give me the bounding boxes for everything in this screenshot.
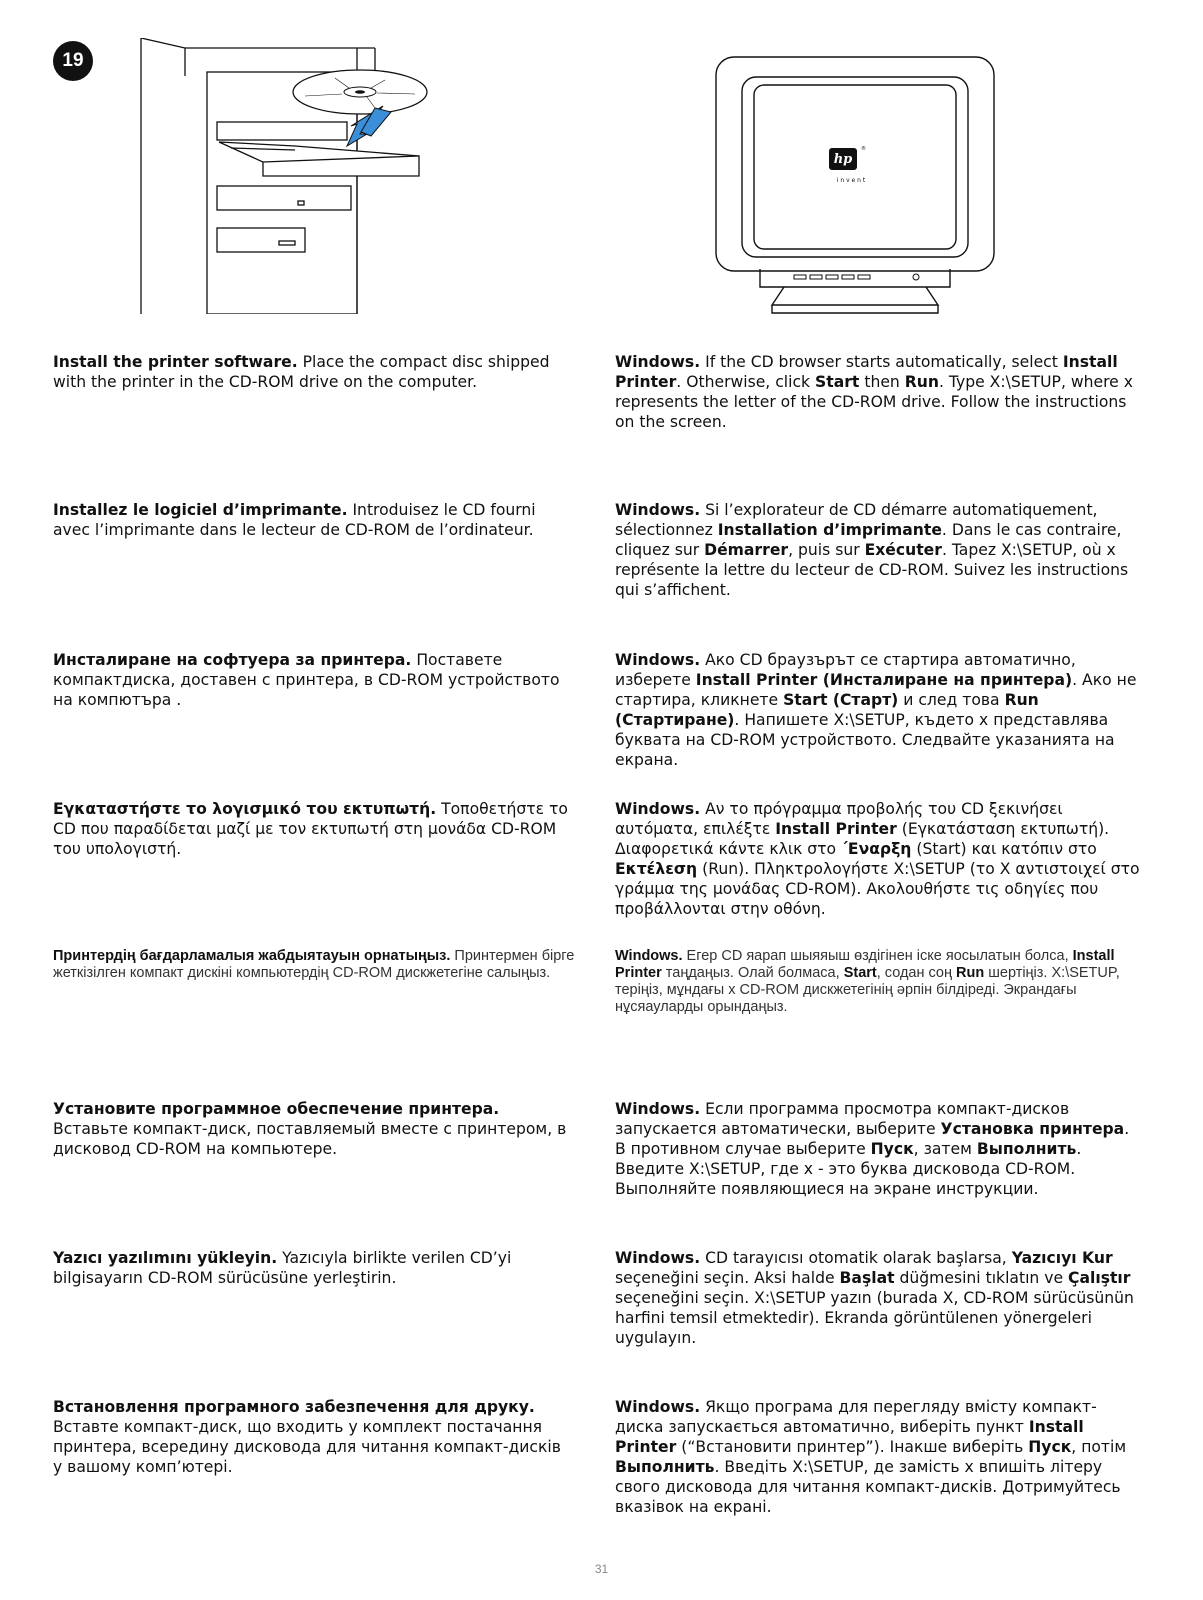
install-step-title: Установите программное обеспечение принтера. [53, 1100, 500, 1118]
install-step-tr [53, 1248, 575, 1288]
emphasis-term: Başlat [839, 1269, 895, 1287]
install-step-body: Принтермен бірге жеткізілген компакт дискіні компьютердің CD-ROM дискжетегіне салыңыз. [53, 948, 575, 981]
instruction-text: seçeneğini seçin. Aksi halde [615, 1269, 840, 1287]
instruction-text: таңдаңыз. Олай болмаса, [661, 965, 844, 981]
emphasis-term: Install Printer [615, 948, 1115, 981]
emphasis-term: Windows. [615, 1398, 701, 1416]
install-step-title: Εγκαταστήστε το λογισμικό του εκτυπωτή. [53, 800, 437, 818]
instruction-text: Егер CD яарап шыяяыш өздігінен іске яосылатын болса, [682, 948, 1073, 964]
svg-text:hp: hp [833, 152, 853, 167]
emphasis-term: Run [956, 965, 985, 981]
step-number-badge: 19 [53, 41, 93, 81]
instruction-text: If the CD browser starts automatically, select [700, 353, 1063, 371]
windows-instructions-kk [615, 948, 1140, 1016]
cd-insert-illustration [135, 38, 435, 314]
emphasis-term: Пуск [870, 1140, 914, 1158]
install-step-body: Поставете компактдиска, доставен с принтера, в CD-ROM устройството на компютъра . [53, 651, 560, 709]
instruction-text: Si l’explorateur de CD démarre automatiquement, sélectionnez [615, 501, 1098, 539]
instruction-text: seçeneğini seçin. X:\SETUP yazın (burada X, CD-ROM sürücüsünün harfini temsil etmektedir). Ekranda görüntülenen yönergeleri uygulayın. [615, 1289, 1134, 1347]
emphasis-term: Install Printer [615, 1418, 1084, 1456]
install-step-kk [53, 948, 575, 982]
monitor-illustration [714, 55, 996, 319]
instruction-text: . Dans le cas contraire, cliquez sur [615, 521, 1122, 559]
instruction-text: düğmesini tıklatın ve [894, 1269, 1069, 1287]
install-step-bg [53, 650, 575, 710]
windows-instructions-fr [615, 500, 1140, 600]
instruction-text: . Otherwise, click [676, 373, 816, 391]
windows-instructions-tr [615, 1248, 1140, 1348]
instruction-text: и след това [898, 691, 1005, 709]
emphasis-term: Yazıcıyı Kur [1011, 1249, 1113, 1267]
emphasis-term: Start [843, 965, 877, 981]
emphasis-term: Çalıştır [1068, 1269, 1131, 1287]
instruction-text: . Tapez X:\SETUP, où x représente la lettre du lecteur de CD-ROM. Suivez les instructions qui s’affichent. [615, 541, 1129, 599]
install-step-body: Вставте компакт-диск, що входить у комплект постачання принтера, всередину дисковода для читання компакт-дисків у вашому комп’ютері. [53, 1418, 561, 1476]
instruction-text: Αν το πρόγραμμα προβολής του CD ξεκινήσει αυτόματα, επιλέξτε [615, 800, 1063, 838]
emphasis-term: Εκτέλεση [615, 860, 698, 878]
emphasis-term: Windows. [615, 353, 701, 371]
instruction-text: Ако CD браузърът се стартира автоматично, изберете [615, 651, 1076, 689]
instruction-text: . Ако не стартира, кликнете [615, 671, 1137, 709]
emphasis-term: Выполнить [976, 1140, 1077, 1158]
windows-instructions-ru [615, 1099, 1140, 1199]
instruction-text: , затем [913, 1140, 977, 1158]
install-step-body: Τοποθετήστε το CD που παραδίδεται μαζί με τον εκτυπωτή στη μονάδα CD-ROM του υπολογιστή. [53, 800, 568, 858]
instruction-text: (“Встановити принтер”). Інакше виберіть [676, 1438, 1029, 1456]
install-step-title: Инсталиране на софтуера за принтера. [53, 651, 412, 669]
windows-instructions-bg [615, 650, 1140, 770]
emphasis-term: Windows. [615, 651, 701, 669]
install-step-ru [53, 1099, 575, 1159]
emphasis-term: Windows. [615, 948, 683, 964]
emphasis-term: Démarrer [704, 541, 789, 559]
instruction-text: . Напишете X:\SETUP, където x представлява буквата на CD-ROM устройството. Следвайте указанията на екрана. [615, 711, 1115, 769]
emphasis-term: Windows. [615, 1100, 701, 1118]
page-number: 31 [594, 1562, 609, 1576]
instruction-text: . Введите X:\SETUP, где x - это буква дисковода CD-ROM. Выполняйте появляющиеся на экране инструкции. [615, 1140, 1082, 1198]
install-step-title: Installez le logiciel d’imprimante. [53, 501, 348, 519]
instruction-text: , содан соң [876, 965, 957, 981]
emphasis-term: Install Printer (Инсталиране на принтера) [695, 671, 1073, 689]
emphasis-term: Пуск [1028, 1438, 1072, 1456]
emphasis-term: Install Printer [615, 353, 1118, 391]
install-step-title: Встановлення програмного забезпечення для друку. [53, 1398, 535, 1416]
instruction-text: (Εγκατάσταση εκτυπωτή). Διαφορετικά κάντε κλικ στο [615, 820, 1110, 858]
svg-text:®: ® [861, 146, 866, 152]
emphasis-term: Run [904, 373, 939, 391]
emphasis-term: ΄Εναρξη [841, 840, 912, 858]
svg-text:i n v e n t: i n v e n t [836, 177, 866, 184]
emphasis-term: Установка принтера [940, 1120, 1125, 1138]
windows-instructions-en [615, 352, 1140, 432]
emphasis-term: Install Printer [775, 820, 897, 838]
emphasis-term: Windows. [615, 800, 701, 818]
instruction-text: (Start) και κατόπιν στο [911, 840, 1097, 858]
install-step-body: Place the compact disc shipped with the printer in the CD-ROM drive on the computer. [53, 353, 550, 391]
instruction-text: , puis sur [788, 541, 865, 559]
emphasis-term: Выполнить [615, 1458, 715, 1476]
instruction-text: then [859, 373, 905, 391]
install-step-fr [53, 500, 575, 540]
emphasis-term: Windows. [615, 501, 701, 519]
emphasis-term: Start (Старт) [783, 691, 899, 709]
emphasis-term: Run (Стартиране) [615, 691, 1039, 729]
install-step-title: Yazıcı yazılımını yükleyin. [53, 1249, 278, 1267]
install-step-title: Install the printer software. [53, 353, 298, 371]
instruction-text: . В противном случае выберите [615, 1120, 1130, 1158]
instruction-text: шертіңіз. X:\SETUP, теріңіз, мұндағы x CD-ROM дискжетегінің әрпін білдіреді. Экрандағы нұсяауларды орындаңыз. [615, 965, 1120, 1015]
install-step-uk [53, 1397, 575, 1477]
instruction-text: (Run). Πληκτρολογήστε X:\SETUP (το X αντιστοιχεί στο γράμμα της μονάδας CD-ROM). Ακολουθήστε τις οδηγίες που προβάλλονται στην οθόνη. [615, 860, 1140, 918]
install-step-body: Introduisez le CD fourni avec l’imprimante dans le lecteur de CD-ROM de l’ordinateur. [53, 501, 536, 539]
emphasis-term: Start [815, 373, 860, 391]
windows-instructions-el [615, 799, 1140, 919]
install-step-body: Вставьте компакт-диск, поставляемый вместе с принтером, в дисковод CD-ROM на компьютере. [53, 1120, 567, 1158]
install-step-title: Принтердің бағдарламалыя жабдыятауын орнатыңыз. [53, 948, 451, 964]
instruction-text: . Введіть X:\SETUP, де замість x впишіть літеру свого дисковода для читання компакт-дисків. Дотримуйтесь вказівок на екрані. [615, 1458, 1121, 1516]
emphasis-term: Windows. [615, 1249, 701, 1267]
emphasis-term: Exécuter [864, 541, 942, 559]
install-step-en [53, 352, 575, 392]
instruction-text: CD tarayıcısı otomatik olarak başlarsa, [700, 1249, 1012, 1267]
emphasis-term: Installation d’imprimante [717, 521, 942, 539]
instruction-text: . Type X:\SETUP, where x represents the letter of the CD-ROM drive. Follow the instructions on the screen. [615, 373, 1133, 431]
install-step-body: Yazıcıyla birlikte verilen CD’yi bilgisayarın CD-ROM sürücüsüne yerleştirin. [53, 1249, 512, 1287]
instruction-text: Якщо програма для перегляду вмісту компакт-диска запускається автоматично, виберіть пункт [615, 1398, 1097, 1436]
windows-instructions-uk [615, 1397, 1140, 1517]
instruction-text: Если программа просмотра компакт-дисков запускается автоматически, выберите [615, 1100, 1070, 1138]
install-step-el [53, 799, 575, 859]
instruction-text: , потім [1071, 1438, 1127, 1456]
